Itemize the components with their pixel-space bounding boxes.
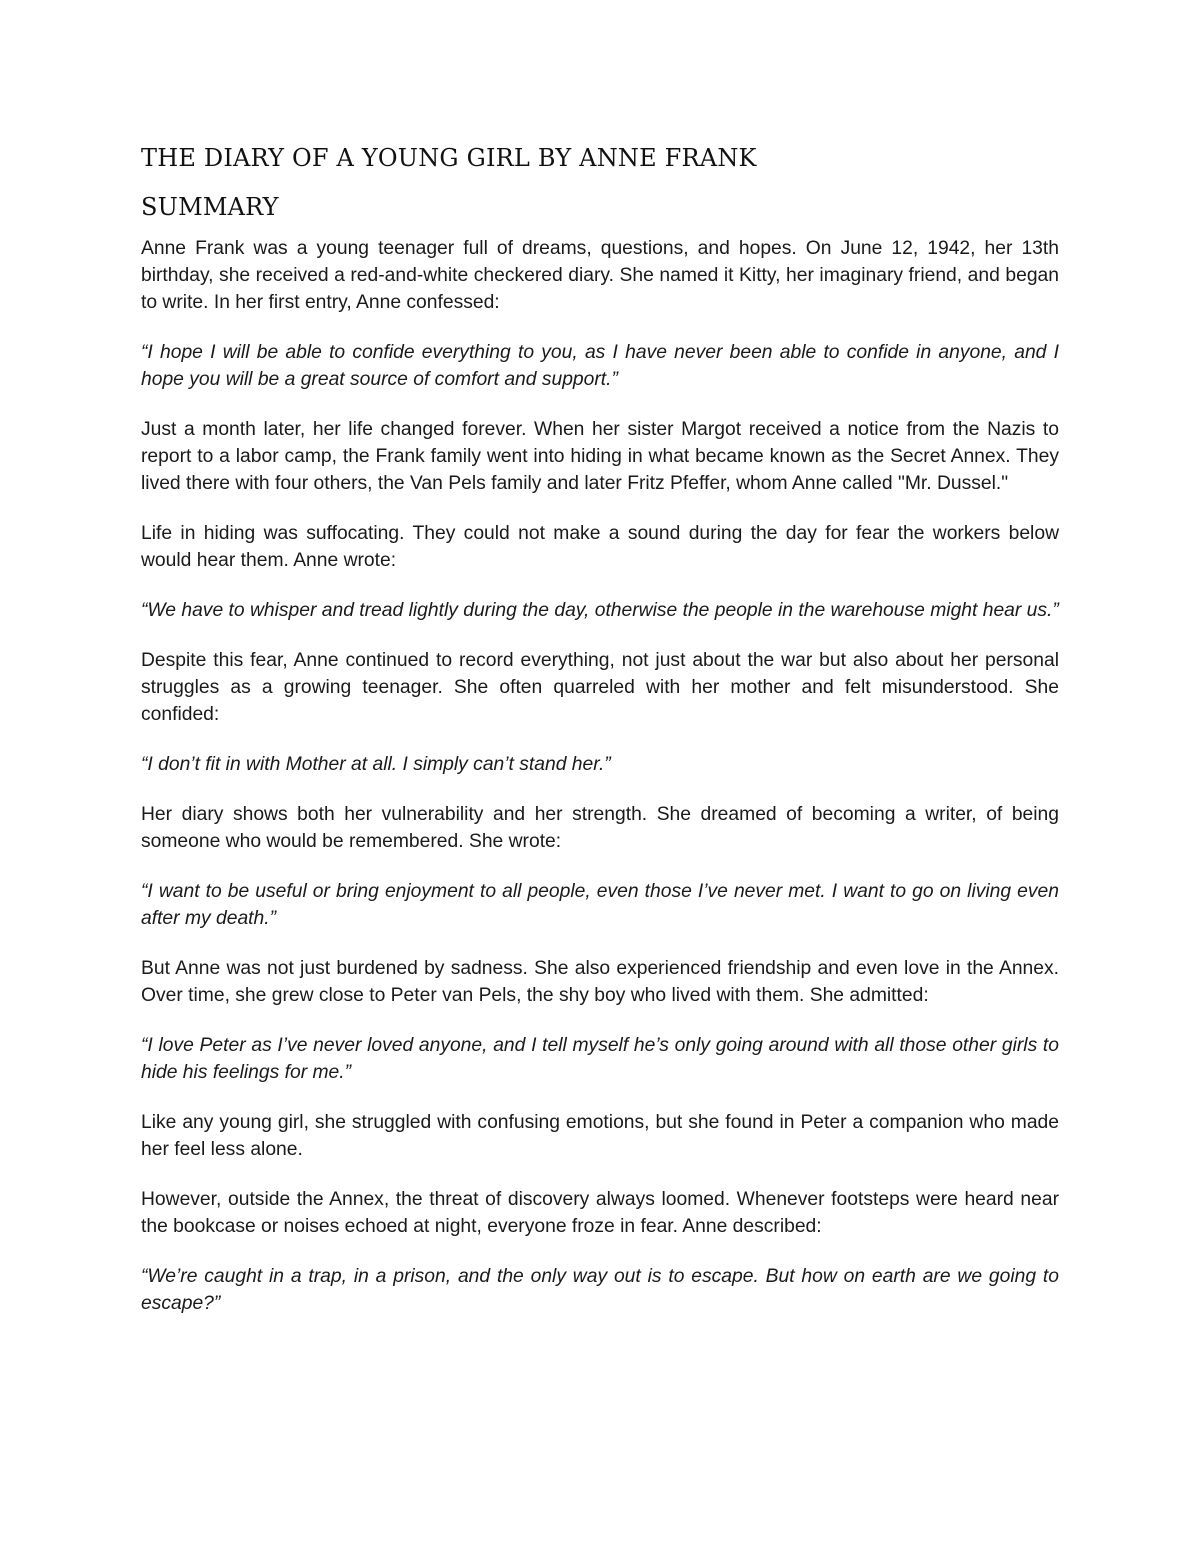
paragraph-vulnerability: Her diary shows both her vulnerability and her strength. She dreamed of becoming a writer, of being someone who would be remembered. She wrote:: [141, 804, 1059, 852]
document-page: [141, 140, 1059, 1340]
paragraph-struggles: Despite this fear, Anne continued to record everything, not just about the war but also about her personal struggles as a growing teenager. She often quarreled with her mother and felt misunderstood. She confided:: [141, 650, 1059, 725]
paragraph-discovery: However, outside the Annex, the threat of discovery always loomed. Whenever footsteps were heard near the bookcase or noises echoed at night, everyone froze in fear. Anne described:: [141, 1189, 1059, 1237]
quote-whisper: “We have to whisper and tread lightly during the day, otherwise the people in the warehouse might hear us.”: [141, 600, 1059, 621]
quote-mother: “I don’t fit in with Mother at all. I simply can’t stand her.”: [141, 754, 611, 775]
paragraph-hiding: Just a month later, her life changed forever. When her sister Margot received a notice from the Nazis to report to a labor camp, the Frank family went into hiding in what became known as the Secret Annex. They lived there with four others, the Van Pels family and later Fritz Pfeffer, whom Anne called "Mr. Dussel.": [141, 419, 1059, 494]
quote-useful: “I want to be useful or bring enjoyment to all people, even those I’ve never met. I want to go on living even after my death.”: [141, 881, 1059, 929]
section-heading-summary: SUMMARY: [141, 193, 279, 221]
quote-trap: “We’re caught in a trap, in a prison, and the only way out is to escape. But how on earth are we going to escape?”: [141, 1266, 1059, 1314]
paragraph-suffocating: Life in hiding was suffocating. They could not make a sound during the day for fear the workers below would hear them. Anne wrote:: [141, 523, 1059, 571]
document-title: THE DIARY OF A YOUNG GIRL BY ANNE FRANK: [141, 144, 757, 172]
quote-confide: “I hope I will be able to confide everything to you, as I have never been able to confide in anyone, and I hope you will be a great source of comfort and support.”: [141, 342, 1059, 390]
paragraph-intro: Anne Frank was a young teenager full of dreams, questions, and hopes. On June 12, 1942, her 13th birthday, she received a red-and-white checkered diary. She named it Kitty, her imaginary friend, and began to write. In her first entry, Anne confessed:: [141, 238, 1059, 313]
quote-peter: “I love Peter as I’ve never loved anyone, and I tell myself he’s only going around with all those other girls to hide his feelings for me.”: [141, 1035, 1059, 1083]
paragraph-friendship: But Anne was not just burdened by sadness. She also experienced friendship and even love in the Annex. Over time, she grew close to Peter van Pels, the shy boy who lived with them. She admitted:: [141, 958, 1059, 1006]
paragraph-emotions: Like any young girl, she struggled with confusing emotions, but she found in Peter a companion who made her feel less alone.: [141, 1112, 1059, 1160]
